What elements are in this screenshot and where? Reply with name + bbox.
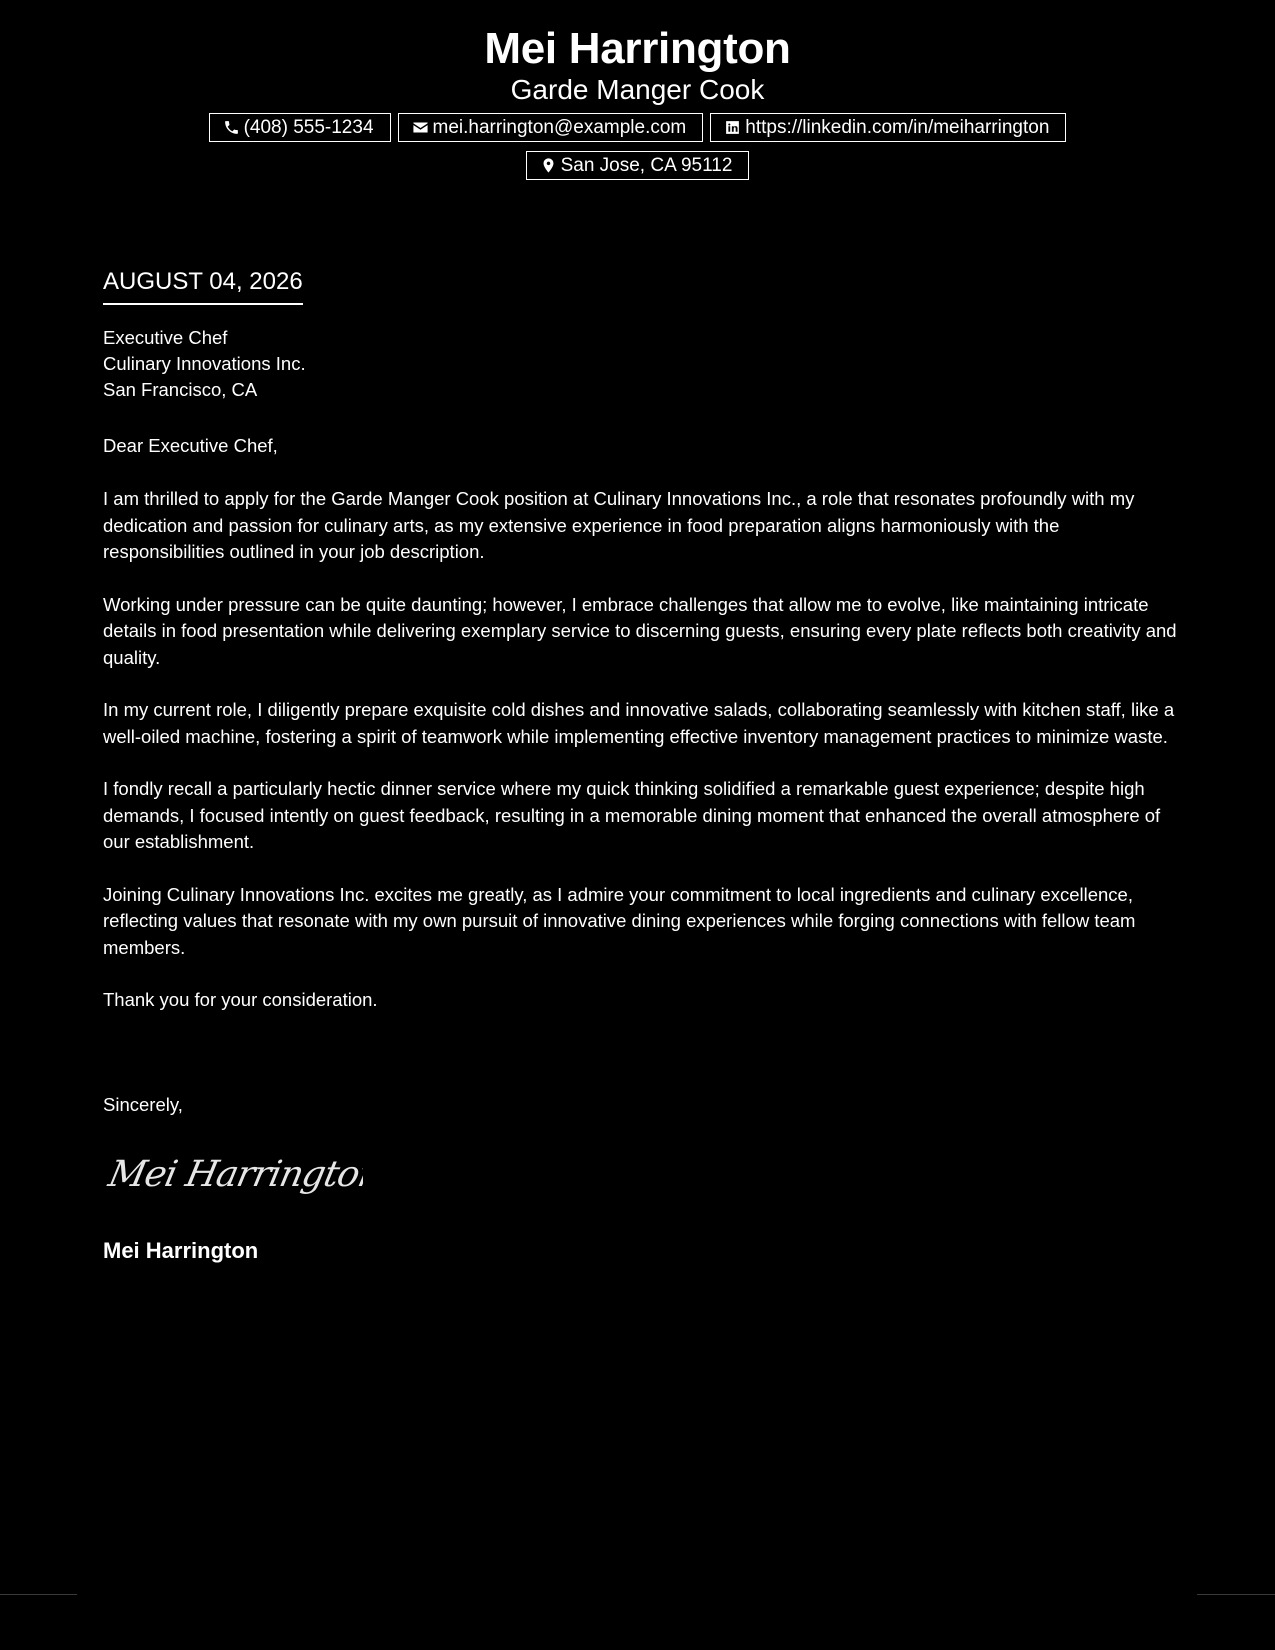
footer-divider-right	[1197, 1594, 1275, 1595]
phone-icon	[223, 119, 240, 136]
body-paragraph: I am thrilled to apply for the Garde Manger Cook position at Culinary Innovations Inc., a role that resonates profoundly with my dedication and passion for culinary arts, as my extensive experience in food preparation aligns harmoniously with the responsibilities outlined in your job description.	[103, 488, 1135, 562]
linkedin-icon	[724, 119, 741, 136]
body-paragraph: Joining Culinary Innovations Inc. excites me greatly, as I admire your commitment to local ingredients and culinary excellence, reflecting values that resonate with my own pursuit of innovative dining experiences while forging connections with fellow team members.	[103, 883, 1136, 958]
recipient-location: San Francisco, CA	[103, 379, 258, 400]
closing: Sincerely,	[103, 1094, 183, 1115]
recipient-company: Culinary Innovations Inc.	[103, 353, 306, 374]
body-paragraph: Working under pressure can be quite daunting; however, I embrace challenges that allow me to evolve, like maintaining intricate details in food presentation while delivering exemplary service to discerning guests, ensuring every plate reflects both creativity and quality.	[103, 593, 1177, 668]
contact-phone[interactable]	[209, 113, 391, 142]
contact-linkedin[interactable]	[710, 113, 1066, 142]
applicant-job-title: Garde Manger Cook	[510, 74, 765, 105]
envelope-icon	[412, 119, 429, 136]
body-paragraph: In my current role, I diligently prepare exquisite cold dishes and innovative salads, collaborating seamlessly with kitchen staff, like a well-oiled machine, fostering a spirit of teamwork while implementing effective inventory management practices to minimize waste.	[103, 699, 1175, 747]
body-paragraph: Thank you for your consideration.	[103, 989, 378, 1010]
handwritten-signature	[103, 1148, 363, 1209]
contact-row	[0, 151, 1275, 180]
letter-date: AUGUST 04, 2026	[103, 266, 303, 305]
letter-date-block	[103, 266, 303, 305]
body-paragraph: I fondly recall a particularly hectic dinner service where my quick thinking solidified a remarkable guest experience; despite high demands, I focused intently on guest feedback, resulting in a memorable dining moment that enhanced the overall atmosphere of our establishment.	[103, 778, 1161, 852]
linkedin-text: https://linkedin.com/in/meiharrington	[745, 117, 1050, 138]
phone-text: (408) 555-1234	[243, 117, 374, 138]
recipient-role: Executive Chef	[103, 327, 228, 348]
recipient-block	[103, 325, 306, 403]
contact-email[interactable]	[398, 113, 704, 142]
email-text: mei.harrington@example.com	[432, 117, 687, 138]
contact-row	[0, 113, 1275, 142]
salutation: Dear Executive Chef,	[103, 435, 278, 456]
signature-image	[103, 1148, 363, 1204]
footer-divider-left	[0, 1594, 77, 1595]
letter-body	[103, 486, 1178, 1040]
svg-text:Mei Harrington: Mei Harrington	[105, 1152, 363, 1195]
contact-location[interactable]	[526, 151, 750, 180]
signer-name: Mei Harrington	[103, 1238, 259, 1263]
location-text: San Jose, CA 95112	[560, 155, 733, 176]
applicant-name: Mei Harrington	[484, 24, 791, 73]
map-pin-icon	[540, 157, 557, 174]
